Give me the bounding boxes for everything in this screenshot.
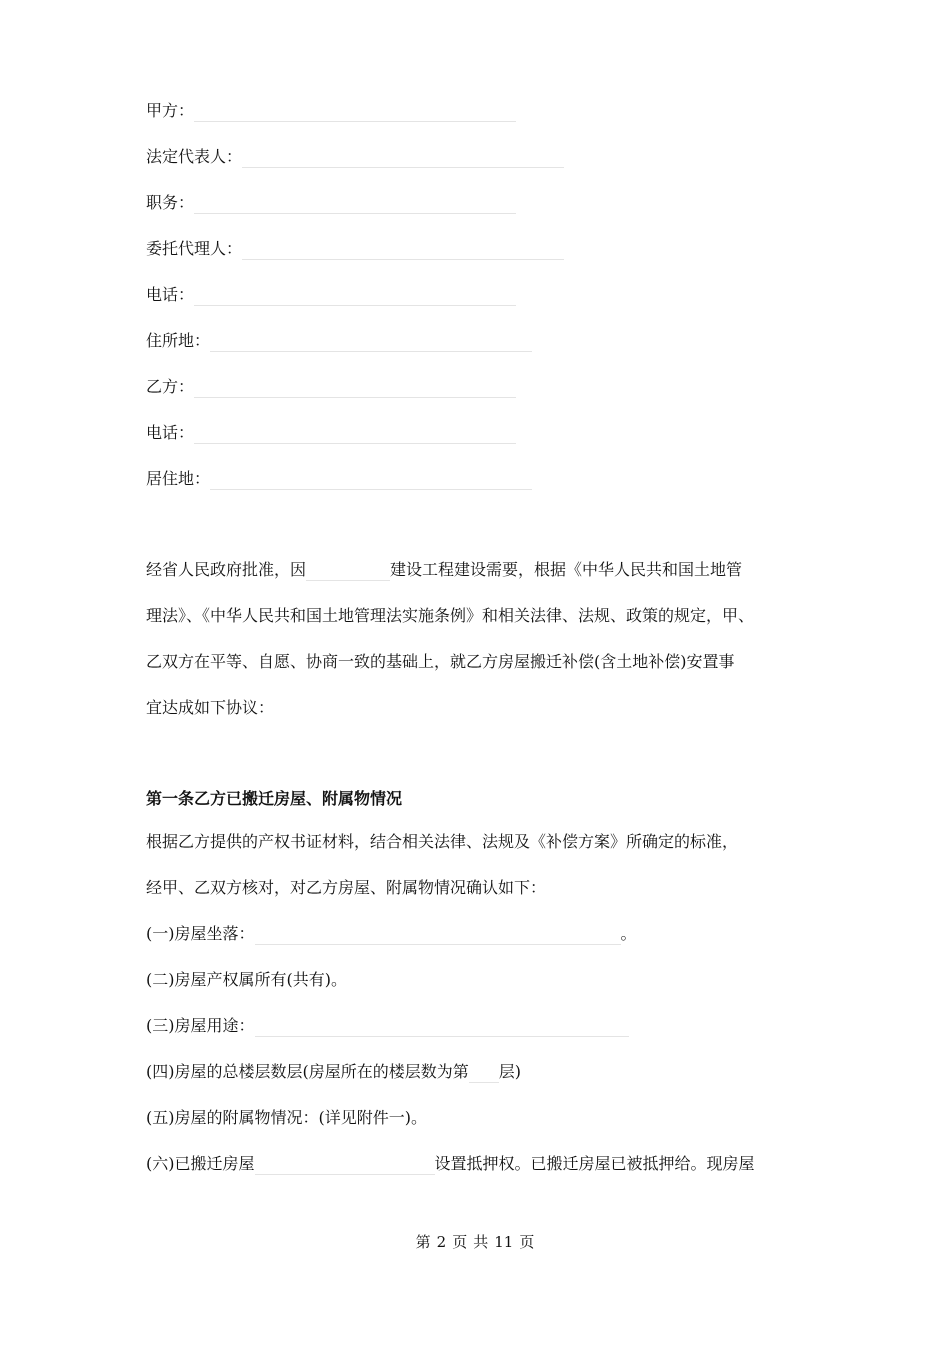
residence-label: 居住地： [146, 469, 211, 488]
party-b-blank[interactable] [194, 375, 516, 398]
mortgage-blank[interactable] [255, 1152, 435, 1175]
address-blank[interactable] [210, 329, 532, 352]
location-blank[interactable] [255, 922, 621, 945]
article-1-title: 第一条乙方已搬迁房屋、附属物情况 [146, 789, 403, 808]
party-b-row [146, 375, 516, 399]
footer-ye-2: 页 [519, 1233, 535, 1251]
position-row [146, 191, 516, 215]
party-a-row [146, 99, 516, 123]
item-2-ownership: (二)房屋产权属所有(共有)。 [146, 970, 347, 989]
article-1-line-1: 根据乙方提供的产权书证材料，结合相关法律、法规及《补偿方案》所确定的标准， [146, 832, 739, 851]
item-1-label: (一)房屋坐落： [146, 924, 255, 943]
address-label: 住所地： [146, 331, 211, 350]
item-6-b: 设置抵押权。已搬迁房屋已被抵押给。现房屋 [434, 1154, 755, 1173]
party-a-phone-label: 电话： [146, 285, 195, 304]
item-1-location [146, 922, 826, 946]
floor-blank[interactable] [469, 1060, 499, 1083]
footer-total-pages: 11 [494, 1233, 514, 1251]
party-b-phone-row [146, 421, 516, 445]
legal-rep-row [146, 145, 564, 169]
intro-line-1-a: 经省人民政府批准，因 [146, 560, 307, 579]
residence-blank[interactable] [210, 467, 532, 490]
party-a-phone-row [146, 283, 516, 307]
item-6-mortgage [146, 1152, 826, 1176]
address-row [146, 329, 532, 353]
residence-row [146, 467, 532, 491]
position-label: 职务： [146, 193, 195, 212]
agent-row [146, 237, 564, 261]
intro-line-1 [146, 558, 826, 582]
legal-rep-label: 法定代表人： [146, 147, 243, 166]
footer-page-number: 2 [436, 1233, 447, 1251]
party-b-phone-label: 电话： [146, 423, 195, 442]
usage-blank[interactable] [255, 1014, 629, 1037]
project-name-blank[interactable] [306, 558, 390, 581]
footer-gong: 共 [473, 1233, 489, 1251]
item-4-a: (四)房屋的总楼层数层(房屋所在的楼层数为第 [146, 1062, 469, 1081]
item-6-a: (六)已搬迁房屋 [146, 1154, 255, 1173]
page-footer [0, 1231, 950, 1253]
party-a-phone-blank[interactable] [194, 283, 516, 306]
item-5-attachments: (五)房屋的附属物情况：(详见附件一)。 [146, 1108, 427, 1127]
item-3-label: (三)房屋用途： [146, 1016, 255, 1035]
intro-line-4: 宜达成如下协议： [146, 698, 275, 717]
footer-di: 第 [415, 1233, 431, 1251]
intro-line-3: 乙双方在平等、自愿、协商一致的基础上，就乙方房屋搬迁补偿(含土地补偿)安置事 [146, 652, 735, 671]
party-a-label: 甲方： [146, 101, 195, 120]
party-a-blank[interactable] [194, 99, 516, 122]
position-blank[interactable] [194, 191, 516, 214]
party-b-label: 乙方： [146, 377, 195, 396]
intro-line-1-b: 建设工程建设需要，根据《中华人民共和国土地管 [390, 560, 743, 579]
footer-ye-1: 页 [452, 1233, 468, 1251]
legal-rep-blank[interactable] [242, 145, 564, 168]
item-4-b: 层) [498, 1062, 521, 1081]
item-3-usage [146, 1014, 826, 1038]
item-1-end: 。 [620, 924, 637, 943]
party-b-phone-blank[interactable] [194, 421, 516, 444]
agent-blank[interactable] [242, 237, 564, 260]
intro-line-2: 理法》、《中华人民共和国土地管理法实施条例》和相关法律、法规、政策的规定，甲、 [146, 606, 755, 625]
article-1-line-2: 经甲、乙双方核对，对乙方房屋、附属物情况确认如下： [146, 878, 547, 897]
item-4-floors [146, 1060, 826, 1084]
agent-label: 委托代理人： [146, 239, 243, 258]
